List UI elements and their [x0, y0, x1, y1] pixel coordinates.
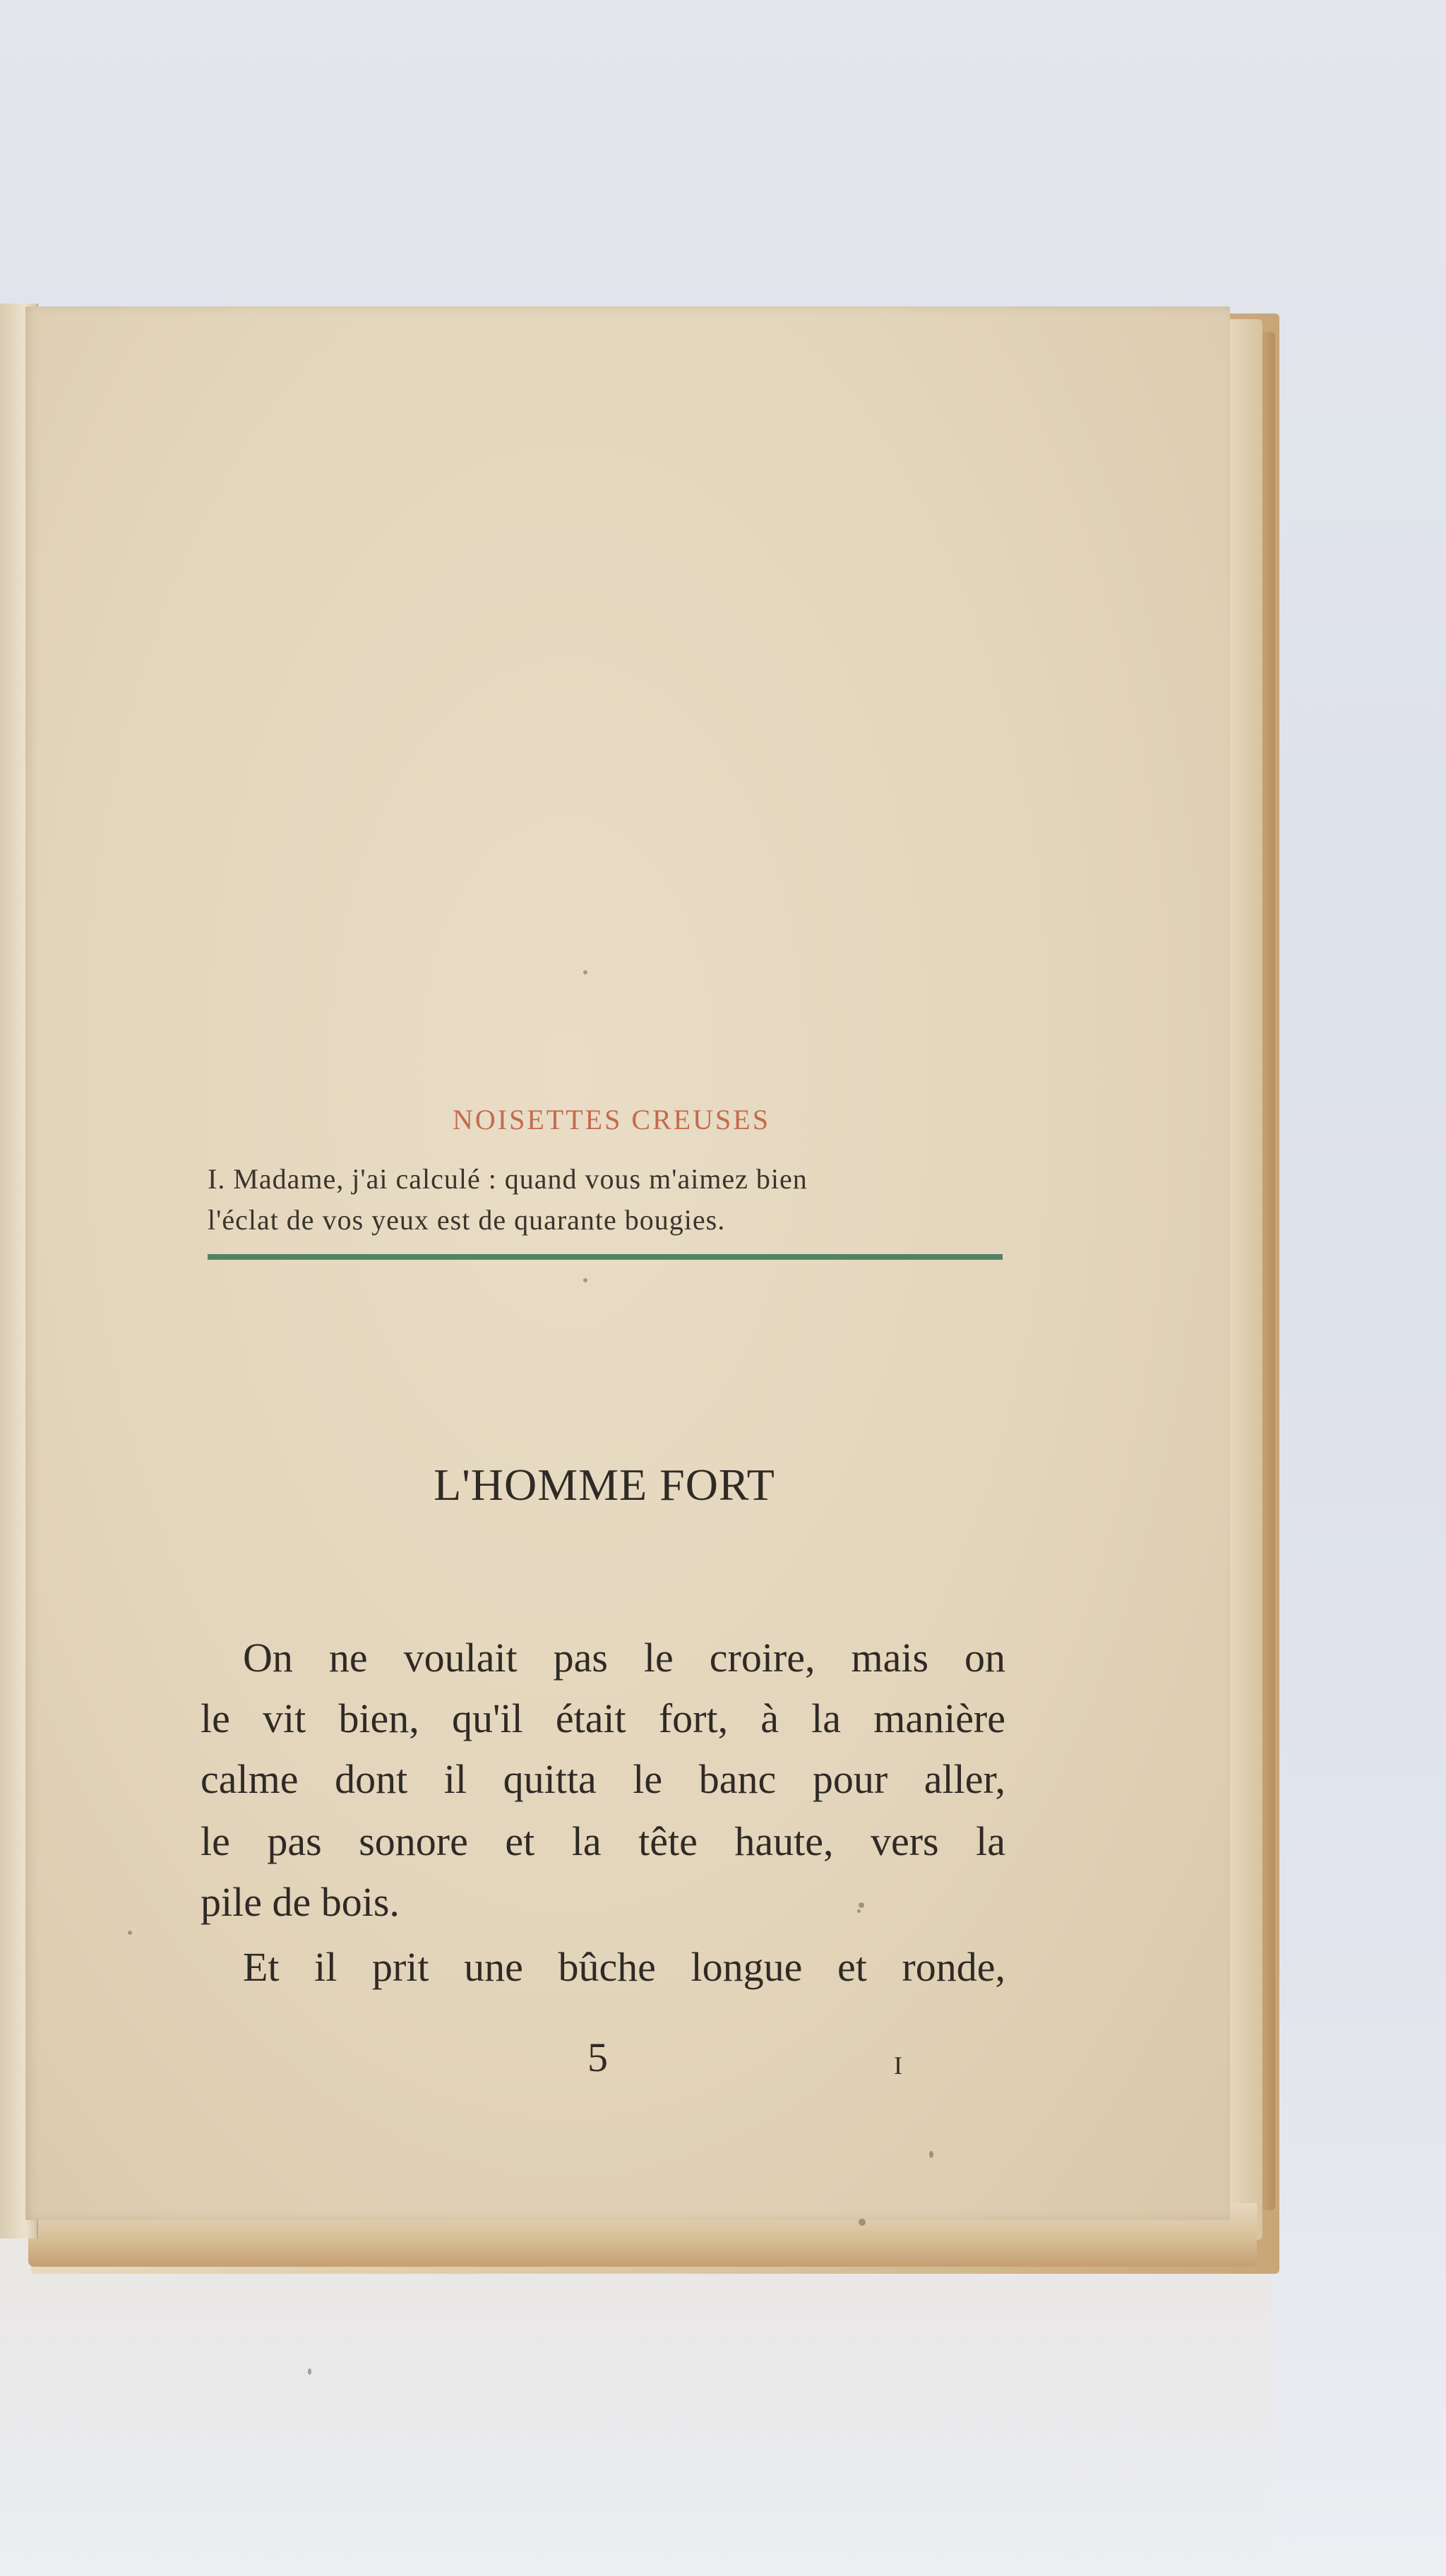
page-number: 5: [587, 2034, 608, 2080]
paper-speck: [583, 1278, 587, 1282]
body-line-1: On ne voulait pas le croire, mais on: [243, 1635, 1005, 1681]
paper-speck: [859, 2219, 866, 2226]
table-reflection: [0, 2238, 1271, 2576]
book-page: [25, 306, 1230, 2220]
chapter-title: L'HOMME FORT: [434, 1460, 775, 1510]
body-line-2: le vit bien, qu'il était fort, à la manière: [201, 1695, 1005, 1741]
body-line-5: pile de bois.: [201, 1879, 400, 1925]
paper-speck: [857, 1909, 861, 1913]
paper-speck: [128, 1931, 132, 1935]
paper-speck: [929, 2151, 933, 2158]
paper-speck: [308, 2368, 311, 2375]
body-line-6: Et il prit une bûche longue et ronde,: [243, 1944, 1005, 1990]
section-title: NOISETTES CREUSES: [453, 1104, 770, 1135]
epigraph-line-1: I. Madame, j'ai calculé : quand vous m'aimez bien: [208, 1163, 808, 1195]
paper-speck: [859, 1902, 864, 1908]
body-line-3: calme dont il quitta le banc pour aller,: [201, 1756, 1005, 1802]
paper-speck: [583, 970, 587, 974]
body-line-4: le pas sonore et la tête haute, vers la: [201, 1818, 1005, 1864]
epigraph-line-2: l'éclat de vos yeux est de quarante bougies.: [208, 1204, 726, 1236]
signature-mark: I: [894, 2051, 902, 2080]
header-rule: [208, 1254, 1003, 1260]
